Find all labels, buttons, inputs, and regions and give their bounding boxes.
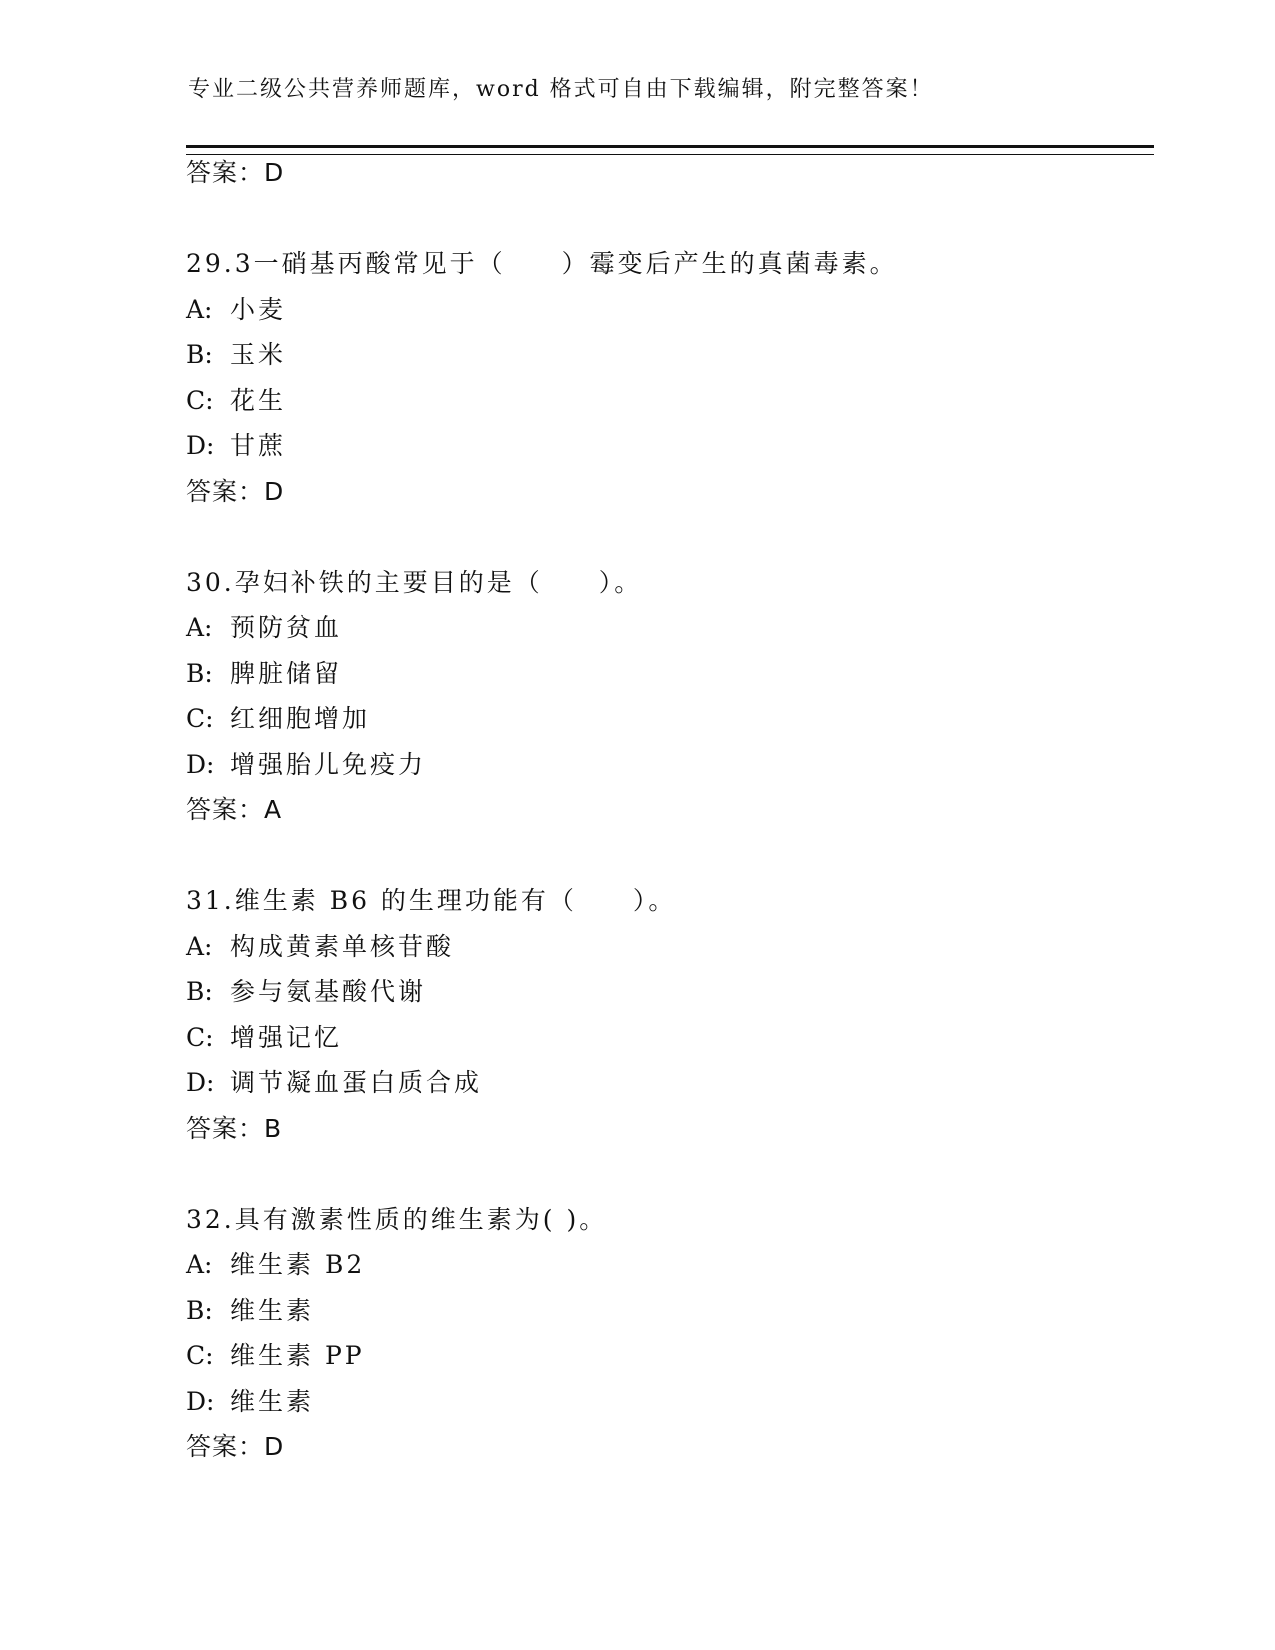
option-b [186,969,1154,1015]
answer-line [186,469,1154,515]
option-d [186,423,1154,469]
option-a [186,287,1154,333]
option-b [186,332,1154,378]
question-stem: 31.维生素 B6 的生理功能有（ ）。 [186,886,677,915]
spacer [186,1151,1154,1197]
option-text: 小麦 [230,294,287,324]
option-key: B: [186,977,213,1006]
option-text: 增强胎儿免疫力 [230,749,427,779]
option-d [186,1060,1154,1106]
option-key: C: [186,1022,214,1052]
option-d [186,742,1154,788]
option-b [186,651,1154,697]
answer-line [186,1106,1154,1152]
question-block-31 [186,878,1154,1151]
answer-label: 答案： [186,795,265,824]
option-text: 红细胞增加 [230,704,371,733]
question-block-29 [186,241,1154,514]
document-body [186,150,1154,1470]
option-b [186,1288,1154,1334]
answer-label: 答案： [186,1113,265,1143]
option-a [186,1242,1154,1288]
option-text: 维生素 PP [230,1341,365,1370]
option-d [186,1379,1154,1425]
question-stem: 29.3一硝基丙酸常见于（ ）霉变后产生的真菌毒素。 [186,249,898,278]
option-text: 维生素 [230,1295,315,1325]
answer-line [186,1424,1154,1470]
spacer [186,196,1154,242]
answer-value: D [264,476,285,506]
option-c [186,1015,1154,1061]
page-header: 专业二级公共营养师题库，word 格式可自由下载编辑，附完整答案！ [188,77,934,102]
option-c [186,378,1154,424]
option-key: D: [186,1386,215,1416]
spacer [186,833,1154,879]
option-key: C: [186,1341,214,1370]
question-stem: 30.孕妇补铁的主要目的是（ ）。 [186,567,643,597]
option-text: 花生 [230,385,287,415]
option-text: 维生素 B2 [230,1250,366,1279]
option-text: 维生素 [230,1386,315,1416]
spacer [186,514,1154,560]
option-key: A: [186,931,213,961]
option-key: D: [186,749,215,779]
option-key: D: [186,1068,215,1097]
option-key: B: [186,658,213,688]
option-c [186,1333,1154,1379]
option-key: C: [186,704,214,733]
answer-label: 答案： [186,1432,265,1461]
option-key: B: [186,340,213,369]
question-stem: 32.具有激素性质的维生素为( )。 [186,1204,608,1234]
answer-label: 答案： [186,476,265,506]
option-text: 增强记忆 [230,1022,343,1052]
option-key: C: [186,385,214,415]
option-key: D: [186,431,215,460]
option-text: 脾脏储留 [230,658,343,688]
option-key: A: [186,294,213,324]
option-key: B: [186,1295,213,1325]
answer-value: A [264,795,283,824]
option-text: 调节凝血蛋白质合成 [230,1068,483,1097]
option-text: 玉米 [230,340,287,369]
question-block-32 [186,1197,1154,1470]
question-block-30 [186,560,1154,833]
option-text: 构成黄素单核苷酸 [230,931,455,961]
option-a [186,605,1154,651]
option-key: A: [186,613,213,642]
option-key: A: [186,1250,213,1279]
option-c [186,696,1154,742]
answer-line [186,787,1154,833]
option-a [186,924,1154,970]
answer-label: 答案： [186,158,265,187]
answer-line-28 [186,150,1154,196]
option-text: 甘蔗 [230,431,287,460]
option-text: 预防贫血 [230,613,343,642]
option-text: 参与氨基酸代谢 [230,977,427,1006]
answer-value: B [264,1113,283,1143]
answer-value: D [264,158,285,187]
answer-value: D [264,1432,285,1461]
